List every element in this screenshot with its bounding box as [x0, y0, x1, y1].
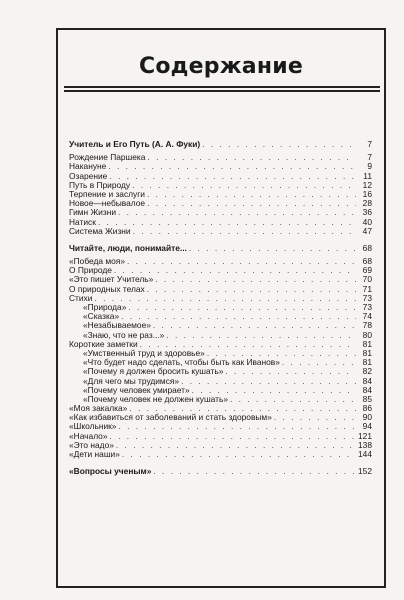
toc-entry-page-number: 36: [362, 207, 372, 218]
toc-entry-page-number: 12: [362, 179, 372, 190]
toc-leader-dots: [181, 377, 356, 386]
toc-entry: [69, 257, 372, 266]
toc-entry-title: «Умственный труд и здоровье»: [83, 347, 205, 358]
toc-entry-title: «Школьник»: [69, 421, 117, 432]
toc-entry-page-number: 40: [362, 216, 372, 227]
toc-leader-dots: [147, 285, 356, 294]
toc-entry: [69, 244, 372, 253]
toc-entry-page-number: 7: [367, 152, 372, 163]
toc-leader-dots: [127, 257, 356, 266]
toc-entry-title: Стихи: [69, 292, 93, 303]
toc-leader-dots: [155, 275, 356, 284]
toc-entry-title: Путь в Природу: [69, 179, 131, 190]
title-rule-top: [64, 86, 380, 88]
toc-entry: [69, 153, 372, 162]
toc-entry-title: Натиск: [69, 216, 96, 227]
toc-leader-dots: [116, 441, 356, 450]
toc-entry-page-number: 69: [362, 265, 372, 276]
toc-entry-page-number: 47: [362, 225, 372, 236]
toc-entry-title: «Вопросы ученым»: [69, 466, 152, 477]
toc-entry-title: Рождение Паршека: [69, 152, 146, 163]
toc-entry-page-number: 28: [362, 198, 372, 209]
toc-entry-page-number: 16: [362, 188, 372, 199]
toc-entry-title: «Начало»: [69, 430, 108, 441]
toc-entry-page-number: 70: [362, 274, 372, 285]
toc-entry-title: «Природа»: [83, 302, 127, 312]
toc-entry-title: «Почему человек умирает»: [83, 384, 190, 395]
toc-entry-title: Учитель и Его Путь (А. А. Фуки): [69, 139, 201, 149]
table-of-contents: [69, 140, 372, 476]
toc-leader-dots: [118, 208, 356, 217]
toc-leader-dots: [98, 218, 356, 227]
toc-leader-dots: [153, 467, 356, 476]
toc-entry-page-number: 144: [358, 449, 372, 459]
toc-entry-page-number: 73: [362, 302, 372, 312]
toc-entry-title: Гимн Жизни: [69, 207, 117, 218]
toc-entry: [69, 467, 372, 476]
toc-entry-title: «Знаю, что не раз...»: [83, 329, 165, 340]
toc-entry-title: Терпение и заслуги: [69, 188, 145, 199]
toc-entry-title: «Сказка»: [83, 311, 120, 322]
toc-leader-dots: [282, 358, 356, 367]
toc-entry: [69, 162, 372, 171]
toc-leader-dots: [133, 227, 356, 236]
toc-entry-title: «Это надо»: [69, 439, 114, 450]
toc-entry-page-number: 7: [367, 139, 372, 149]
toc-entry-page-number: 68: [362, 242, 372, 253]
toc-entry: [69, 285, 372, 294]
toc-leader-dots: [147, 199, 356, 208]
toc-entry-title: «Что будет надо сделать, чтобы быть как Иванов»: [83, 357, 280, 368]
toc-entry-title: «Победа моя»: [69, 256, 125, 267]
toc-entry-page-number: 11: [363, 170, 372, 181]
toc-leader-dots: [225, 367, 356, 376]
toc-entry-page-number: 74: [362, 311, 372, 322]
toc-entry-title: «Почему человек не должен кушать»: [83, 393, 228, 404]
toc-entry-title: Читайте, люди, понимайте...: [69, 242, 187, 253]
toc-entry: [69, 422, 372, 431]
toc-entry-page-number: 90: [362, 412, 372, 423]
toc-leader-dots: [121, 312, 356, 321]
toc-entry-title: Короткие заметки: [69, 338, 138, 349]
toc-entry-title: О Природе: [69, 265, 112, 276]
toc-entry-title: «Это пишет Учитель»: [69, 274, 154, 285]
toc-entry-title: Система Жизни: [69, 225, 131, 236]
toc-leader-dots: [202, 140, 356, 149]
toc-entry-title: «Для чего мы трудимся»: [83, 375, 180, 386]
toc-leader-dots: [108, 162, 356, 171]
toc-leader-dots: [118, 422, 356, 431]
toc-entry-page-number: 85: [362, 393, 372, 404]
toc-entry-title: О природных телах: [69, 283, 145, 294]
toc-entry-title: «Незабываемое»: [83, 320, 151, 331]
toc-entry-page-number: 84: [362, 384, 372, 395]
toc-entry: [69, 432, 372, 441]
toc-leader-dots: [128, 303, 356, 312]
toc-leader-dots: [166, 331, 356, 340]
toc-entry-page-number: 81: [362, 347, 372, 358]
toc-entry-title: «Дети наши»: [69, 449, 120, 459]
toc-entry: [69, 450, 372, 459]
toc-entry-page-number: 73: [362, 292, 372, 303]
toc-leader-dots: [153, 321, 356, 330]
toc-leader-dots: [147, 153, 356, 162]
toc-leader-dots: [132, 181, 356, 190]
toc-entry-title: «Как избавиться от заболеваний и стать здоровым»: [69, 412, 272, 423]
title-rule-bottom: [64, 90, 380, 92]
toc-entry: [69, 140, 372, 149]
toc-entry-title: Новое—небывалое: [69, 198, 146, 209]
toc-entry-page-number: 81: [362, 338, 372, 349]
toc-entry-page-number: 80: [362, 329, 372, 340]
toc-entry-page-number: 86: [362, 403, 372, 414]
toc-leader-dots: [274, 413, 356, 422]
toc-leader-dots: [110, 432, 357, 441]
toc-entry-page-number: 138: [358, 439, 372, 450]
toc-entry-page-number: 84: [362, 375, 372, 386]
toc-leader-dots: [230, 395, 356, 404]
toc-leader-dots: [147, 190, 356, 199]
toc-entry-title: Озарение: [69, 170, 108, 181]
toc-leader-dots: [189, 244, 356, 253]
toc-entry-page-number: 94: [362, 421, 372, 432]
toc-entry-page-number: 121: [358, 430, 372, 441]
toc-entry-page-number: 9: [367, 161, 372, 172]
toc-entry-page-number: 78: [362, 320, 372, 331]
toc-entry-title: Накануне: [69, 161, 107, 172]
toc-entry-page-number: 152: [358, 466, 372, 477]
toc-entry-title: «Моя закалка»: [69, 403, 128, 414]
toc-entry: [69, 227, 372, 236]
toc-entry-title: «Почему я должен бросить кушать»: [83, 366, 224, 377]
toc-entry-page-number: 71: [362, 283, 372, 294]
toc-entry: [69, 208, 372, 217]
page-title: Содержание: [139, 54, 303, 79]
toc-leader-dots: [94, 294, 356, 303]
toc-entry-page-number: 82: [362, 366, 372, 377]
toc-entry-page-number: 81: [362, 357, 372, 368]
toc-leader-dots: [122, 450, 356, 459]
toc-entry-page-number: 68: [362, 256, 372, 267]
toc-leader-dots: [109, 172, 356, 181]
